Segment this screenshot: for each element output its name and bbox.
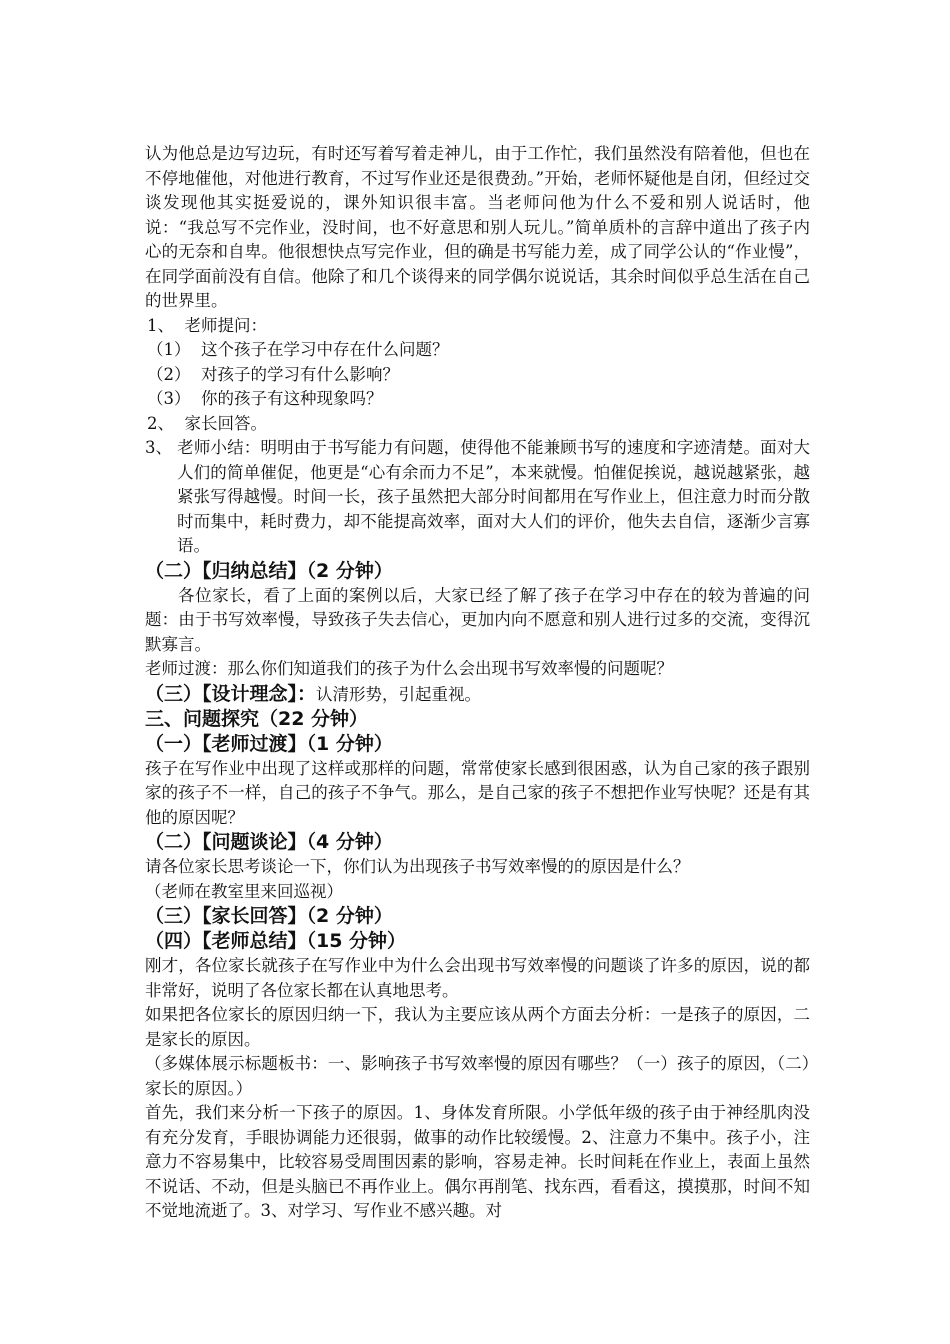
question-item xyxy=(145,387,810,412)
teacher-summary-paragraph-2: 如果把各位家长的原因归纳一下，我认为主要应该从两个方面去分析：一是孩子的原因，二是家长的原因。 xyxy=(145,1005,810,1049)
question-number: （3） xyxy=(147,389,191,408)
teacher-summary-paragraph-3: （多媒体展示标题板书：一、影响孩子书写效率慢的原因有哪些？（一）孩子的原因，（二）家长的原因。） xyxy=(145,1054,810,1098)
transition-paragraph: 孩子在写作业中出现了这样或那样的问题，常常使家长感到很困惑，认为自己家的孩子跟别家的孩子不一样，自己的孩子不争气。那么，是自己家的孩子不想把作业写快呢？还是有其他的原因呢？ xyxy=(145,758,810,827)
step-2-text: 家长回答。 xyxy=(184,413,267,433)
heading-design-concept xyxy=(145,682,810,707)
step-1-teacher-question xyxy=(145,314,810,339)
design-concept-text: 认清形势，引起重视。 xyxy=(316,684,482,704)
question-text: 你的孩子有这种现象吗？ xyxy=(201,389,383,408)
heading-discussion: （二）【问题谈论】（4 分钟） xyxy=(145,831,393,853)
heading-parent-answers: （三）【家长回答】（2 分钟） xyxy=(145,905,393,927)
discussion-prompt: 请各位家长思考谈论一下，你们认为出现孩子书写效率慢的的原因是什么？ xyxy=(145,857,690,876)
discussion-note: （老师在教室里来回巡视） xyxy=(145,881,343,901)
question-text: 对孩子的学习有什么影响？ xyxy=(201,364,399,384)
step-2-number: 2、 xyxy=(147,413,174,433)
teacher-transition-line: 老师过渡：那么你们知道我们的孩子为什么会出现书写效率慢的问题呢？ xyxy=(145,659,673,678)
question-item xyxy=(145,338,810,363)
heading-teacher-summary: （四）【老师总结】（15 分钟） xyxy=(145,930,407,952)
question-text: 这个孩子在学习中存在什么问题？ xyxy=(201,340,449,359)
heading-teacher-transition: （一）【老师过渡】（1 分钟） xyxy=(145,732,393,755)
step-3-number: 3、 xyxy=(145,438,172,457)
teacher-summary-paragraph-1: 刚才，各位家长就孩子在写作业中为什么会出现书写效率慢的问题谈了许多的原因，说的都非常好，说明了各位家长都在认真地思考。 xyxy=(145,956,810,1000)
question-item xyxy=(145,363,810,388)
step-1-text: 老师提问： xyxy=(184,315,267,335)
teacher-summary-paragraph-4: 首先，我们来分析一下孩子的原因。1、身体发育所限。小学低年级的孩子由于神经肌肉没有充分发育，手眼协调能力还很弱，做事的动作比较缓慢。2、注意力不集中。孩子小，注意力不容易集中，比较容易受周围因素的影响，容易走神。长时间耗在作业上，表面上虽然不说话、不动，但是头脑已不再作业上。偶尔再削笔、找东西，看看这，摸摸那，时间不知不觉地流逝了。3、对学习、写作业不感兴趣。对 xyxy=(145,1103,810,1220)
summary-paragraph: 各位家长，看了上面的案例以后，大家已经了解了孩子在学习中存在的较为普遍的问题：由于书写效率慢，导致孩子失去信心，更加内向不愿意和别人进行过多的交流，变得沉默寡言。 xyxy=(145,585,810,654)
intro-paragraph: 认为他总是边写边玩，有时还写着写着走神儿，由于工作忙，我们虽然没有陪着他，但也在不停地催他，对他进行教育，不过写作业还是很费劲。”开始，老师怀疑他是自闭，但经过交谈发现他其实挺爱说的，课外知识很丰富。当老师问他为什么不爱和别人说话时，他说：“我总写不完作业，没时间，也不好意思和别人玩儿。”简单质朴的言辞中道出了孩子内心的无奈和自卑。他很想快点写完作业，但的确是书写能力差，成了同学公认的“作业慢”，在同学面前没有自信。他除了和几个谈得来的同学偶尔说说话，其余时间似乎总生活在自己的世界里。 xyxy=(145,144,810,310)
heading-section-3: 三、问题探究（22 分钟） xyxy=(145,707,369,730)
heading-summary: （二）【归纳总结】（2 分钟） xyxy=(145,559,393,582)
document-page xyxy=(145,142,810,1224)
question-number: （2） xyxy=(147,364,191,384)
step-3-teacher-summary xyxy=(145,436,810,559)
question-number: （1） xyxy=(147,340,191,359)
step-1-number: 1、 xyxy=(147,315,174,335)
design-concept-label: （三）【设计理念】： xyxy=(145,682,317,705)
step-3-text: 老师小结：明明由于书写能力有问题，使得他不能兼顾书写的速度和字迹清楚。面对大人们的简单催促，他更是“心有余而力不足”，本来就慢。怕催促挨说，越说越紧张，越紧张写得越慢。时间一长，孩子虽然把大部分时间都用在写作业上，但注意力时而分散时而集中，耗时费力，却不能提高效率，面对大人们的评价，他失去自信，逐渐少言寡语。 xyxy=(177,438,810,555)
step-2-parent-answer xyxy=(145,412,810,437)
